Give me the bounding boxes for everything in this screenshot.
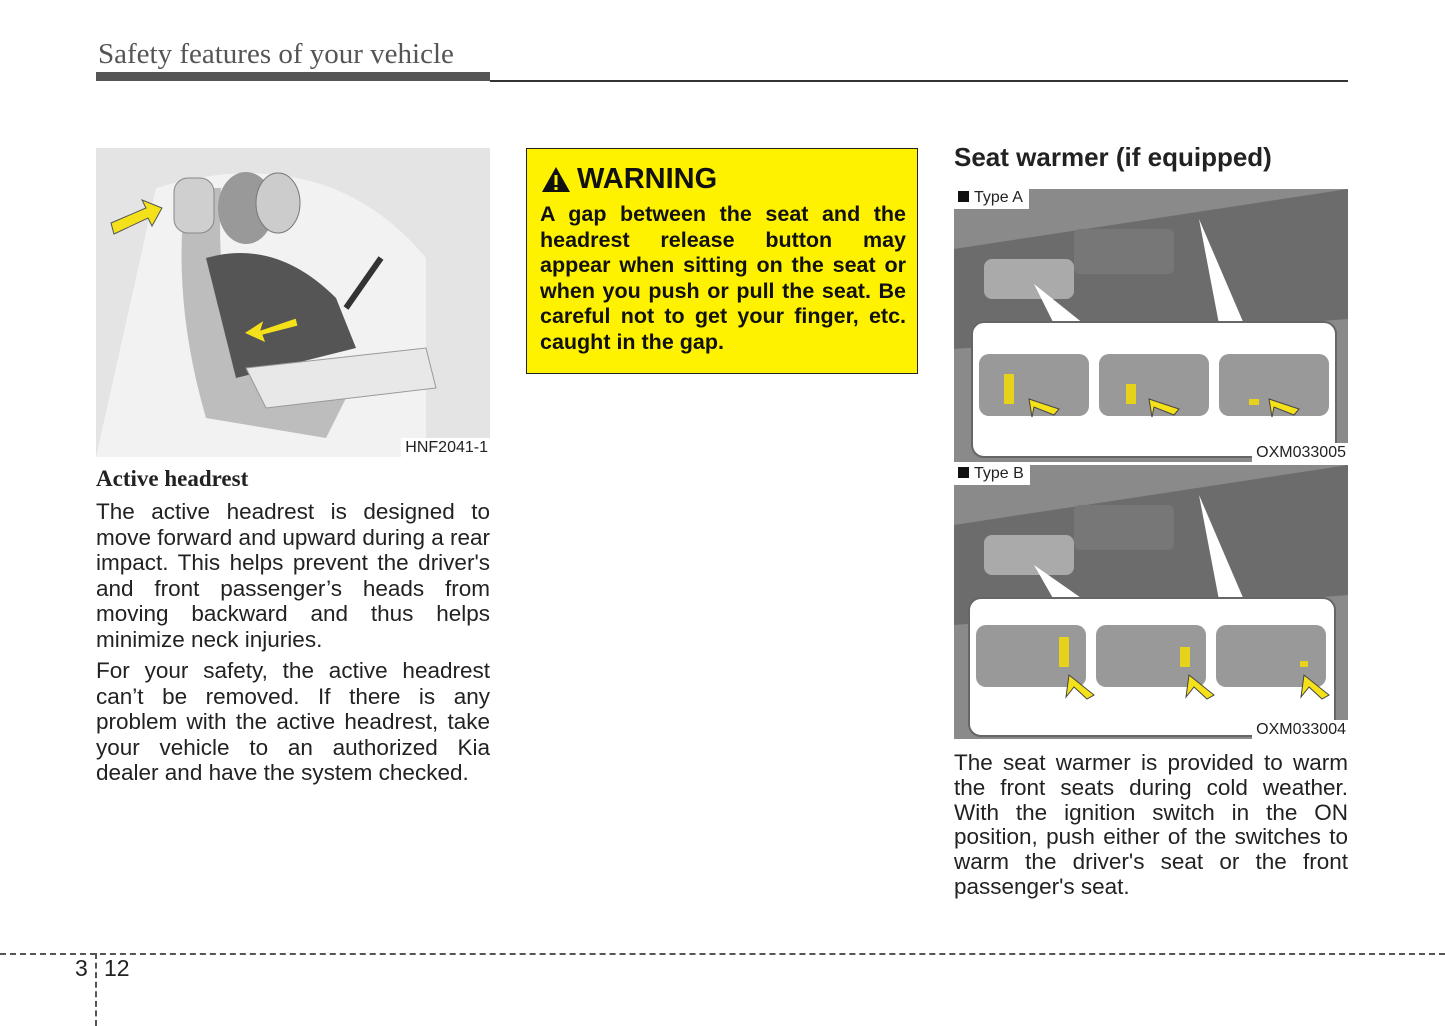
- type-a-figure-code: OXM033005: [1252, 443, 1348, 462]
- seat-warmer-type-b-photo: [954, 465, 1348, 739]
- driver-seat-drawing: [96, 148, 490, 457]
- warning-title: [541, 163, 717, 196]
- warning-triangle-icon: [541, 166, 571, 193]
- page-number: 12: [104, 955, 130, 981]
- warning-text: A gap between the seat and the headrest release button may appear when sitting on the seat or when you push or pull the seat. Be careful not to get your finger, etc. caught in the gap.: [540, 202, 906, 354]
- seat-warmer-switch-photo: [954, 189, 1348, 462]
- type-b-label-text: Type B: [974, 465, 1024, 482]
- type-a-label-text: Type A: [974, 189, 1023, 206]
- type-b-figure-code: OXM033004: [1252, 720, 1348, 739]
- active-headrest-illustration: [96, 148, 490, 457]
- warning-title-text: WARNING: [577, 163, 718, 195]
- type-a-label: [954, 189, 1029, 209]
- warning-box: [526, 148, 918, 374]
- header-rule: [490, 80, 1348, 82]
- seat-warmer-type-a-photo: [954, 189, 1348, 462]
- active-headrest-paragraph-1: The active headrest is designed to move forward and upward during a rear impact. This helps prevent the driver's and front passenger’s heads from moving backward and thus helps minimize neck injuries.: [96, 499, 490, 652]
- chapter-number: 3: [75, 955, 88, 981]
- seat-warmer-heading: Seat warmer (if equipped): [954, 142, 1272, 172]
- active-headrest-paragraph-2: For your safety, the active headrest can’t be removed. If there is any problem with the active headrest, take your vehicle to an authorized Kia dealer and have the system checked.: [96, 658, 490, 785]
- footer-divider: [95, 953, 97, 1026]
- section-header: Safety features of your vehicle: [98, 38, 454, 70]
- active-headrest-heading: Active headrest: [96, 466, 249, 491]
- figure-code: HNF2041-1: [401, 438, 490, 457]
- seat-warmer-paragraph: The seat warmer is provided to warm the front seats during cold weather. With the ignition switch in the ON position, push either of the switches to warm the driver's seat or the front passenger's seat.: [954, 750, 1348, 899]
- footer-rule: [0, 953, 1445, 955]
- seat-warmer-switch-photo: [954, 465, 1348, 739]
- type-b-label: [954, 465, 1030, 485]
- header-bar: [96, 72, 490, 81]
